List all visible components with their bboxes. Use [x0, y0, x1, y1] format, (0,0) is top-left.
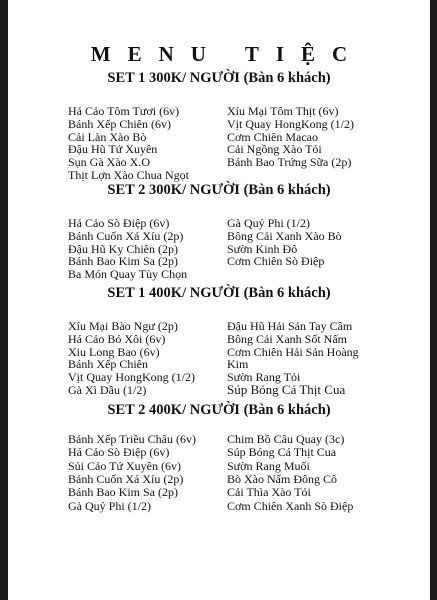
menu-item: Sủi Cảo Tứ Xuyên (6v)	[68, 458, 181, 473]
menu-item: Gà Xì Dầu (1/2)	[68, 383, 147, 397]
menu-item: Bánh Cuốn Xá Xíu (2p)	[68, 228, 184, 243]
menu-item: Vịt Quay HongKong (1/2)	[227, 116, 354, 131]
menu-item: Cải Thìa Xào Tỏi	[227, 485, 311, 500]
menu-item: Sụn Gà Xào X.O	[68, 155, 150, 170]
menu-item: Bánh Xếp Triều Châu (6v)	[68, 432, 196, 446]
menu-item: Chim Bồ Câu Quay (3c)	[227, 432, 345, 446]
menu-item: Cải Làn Xào Bò	[68, 129, 147, 144]
menu-item: Xíu Mại Bào Ngư (2p)	[68, 319, 178, 333]
menu-item: Bánh Bao Trứng Sữa (2p)	[227, 155, 352, 170]
menu-item: Bông Cải Xanh Sốt Nấm	[227, 331, 347, 346]
menu-item: Kim	[227, 357, 249, 372]
section-heading: SET 1 400K/ NGƯỜI (Bàn 6 khách)	[107, 285, 331, 301]
menu-item: Cải Ngồng Xào Tỏi	[227, 142, 322, 157]
menu-item: Há Cảo Bó Xôi (6v)	[68, 331, 166, 346]
section-heading: SET 2 400K/ NGƯỜI (Bàn 6 khách)	[107, 402, 331, 418]
menu-item: Bánh Xếp Chiên	[68, 357, 148, 372]
menu-item: Thịt Lợn Xào Chua Ngọt	[68, 168, 189, 182]
menu-item: Ba Món Quay Tùy Chọn	[68, 267, 188, 282]
menu-item: Xiu Long Bao (6v)	[68, 344, 160, 359]
menu-item: Đậu Hũ Tứ Xuyên	[68, 142, 158, 157]
menu-item: Bánh Cuốn Xá Xíu (2p)	[68, 471, 184, 486]
menu-item: Sườn Rang Tỏi	[227, 370, 301, 385]
section-heading: SET 2 300K/ NGƯỜI (Bàn 6 khách)	[107, 182, 331, 198]
menu-item: Đậu Hũ Hải Sản Tay Cầm	[227, 319, 353, 333]
menu-item: Bánh Bao Kim Sa (2p)	[68, 254, 178, 269]
menu-item: Cơm Chiên Macao	[227, 129, 318, 144]
menu-item: Há Cảo Sò Điệp (6v)	[68, 216, 170, 230]
menu-item: Gà Quý Phi (1/2)	[68, 498, 151, 513]
menu-item: Bánh Bao Kim Sa (2p)	[68, 485, 178, 500]
menu-item: Cơm Chiên Hải Sản Hoàng	[227, 344, 359, 359]
menu-item: Cơm Chiên Sò Điệp	[227, 254, 325, 269]
menu-title: MENU TIỆC	[90, 42, 365, 66]
menu-item: Xíu Mại Tôm Thịt (6v)	[227, 104, 339, 118]
menu-item: Bò Xào Nấm Đông Cô	[227, 471, 337, 486]
menu-item: Vịt Quay HongKong (1/2)	[68, 370, 195, 385]
menu-item: Súp Bóng Cá Thịt Cua	[227, 445, 337, 460]
menu-page	[8, 0, 430, 600]
menu-item: Đậu Hũ Ky Chiên (2p)	[68, 241, 178, 256]
menu-item: Gà Quý Phi (1/2)	[227, 216, 310, 230]
menu-item: Cơm Chiên Xanh Sò Điệp	[227, 498, 354, 513]
menu-item: Há Cảo Sò Điệp (6v)	[68, 445, 170, 460]
menu-item: Há Cảo Tôm Tươi (6v)	[68, 104, 180, 118]
section-heading: SET 1 300K/ NGƯỜI (Bàn 6 khách)	[107, 70, 331, 86]
menu-item: Bánh Xếp Chiên (6v)	[68, 116, 171, 131]
menu-item: Sườn Kinh Đô	[227, 241, 298, 256]
menu-item: Súp Bóng Cá Thịt Cua	[227, 382, 346, 397]
menu-item: Sườn Rang Muối	[227, 458, 310, 473]
menu-item: Bông Cải Xanh Xào Bò	[227, 228, 342, 243]
